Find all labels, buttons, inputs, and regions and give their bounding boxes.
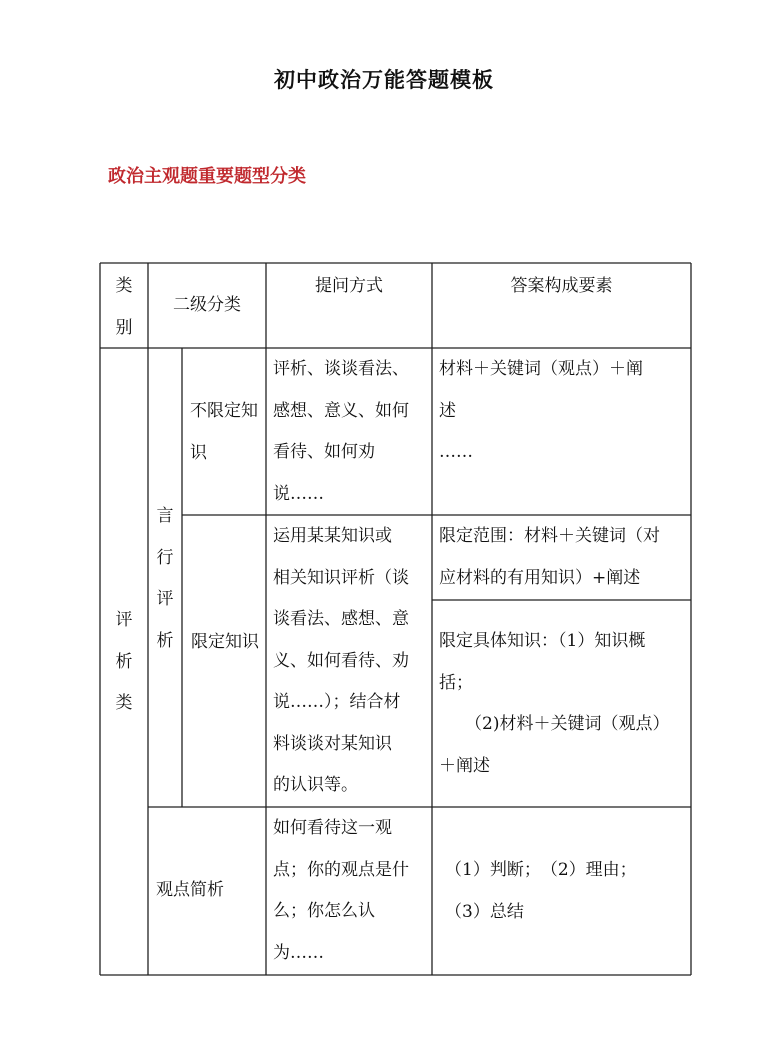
answer-line: （1）判断； （2）理由； (445, 860, 637, 880)
question-line: 如何看待这一观 (273, 818, 392, 838)
document-title: 初中政治万能答题模板 (274, 67, 494, 92)
answer-line: ＋阐述 (439, 755, 490, 776)
question-line: 为…… (273, 942, 324, 963)
row-limited-answer-specific (439, 621, 669, 787)
answer-line: 述 (439, 400, 456, 421)
category-main: 评析类 (115, 610, 133, 713)
question-line: 运用某某知识或 (273, 526, 392, 546)
answer-line: 括； (439, 672, 473, 693)
row-viewpoint-question (273, 808, 409, 974)
row-unlimited-answer (439, 349, 643, 474)
answer-line: 限定范围：材料＋关键词（对 (439, 526, 660, 546)
answer-line: （3）总结 (445, 901, 524, 922)
question-line: 谈看法、感想、意 (273, 609, 409, 629)
question-line: 点；你的观点是什 (273, 859, 409, 880)
question-line: 说……）；结合材 (273, 692, 401, 712)
row-unlimited-question (273, 349, 409, 515)
question-line: 的认识等。 (273, 775, 358, 795)
header-category: 类别 (115, 276, 133, 338)
header-subcategory: 二级分类 (173, 295, 241, 315)
row-unlimited-label: 不限定知识 (190, 401, 258, 463)
question-line: 相关知识评析（谈 (273, 567, 409, 588)
question-line: 义、如何看待、劝 (273, 650, 409, 671)
answer-line: 限定具体知识：（1）知识概 (439, 631, 646, 651)
row-limited-answer-scope (439, 516, 660, 599)
section-heading: 政治主观题重要题型分类 (108, 166, 306, 187)
answer-line: 应材料的有用知识）+阐述 (439, 567, 641, 588)
question-line: 说…… (273, 483, 324, 504)
question-line: 料谈谈对某知识 (273, 733, 392, 754)
answer-line: （2)材料＋关键词（观点） (465, 714, 670, 734)
question-line: 评析、谈谈看法、 (273, 359, 409, 379)
header-question: 提问方式 (315, 276, 383, 296)
row-viewpoint-answer (445, 850, 637, 933)
row-limited-label: 限定知识 (191, 632, 259, 652)
row-viewpoint-label: 观点简析 (156, 880, 224, 900)
answer-line: …… (439, 442, 473, 462)
question-line: 感想、意义、如何 (273, 400, 409, 421)
question-line: 看待、如何劝 (273, 442, 375, 462)
answer-line: 材料＋关键词（观点）＋阐 (439, 359, 643, 379)
question-line: 么；你怎么认 (273, 901, 375, 921)
header-answer: 答案构成要素 (510, 276, 613, 296)
row-limited-question (273, 516, 409, 807)
group-speech-behavior: 言行评析 (156, 506, 174, 651)
